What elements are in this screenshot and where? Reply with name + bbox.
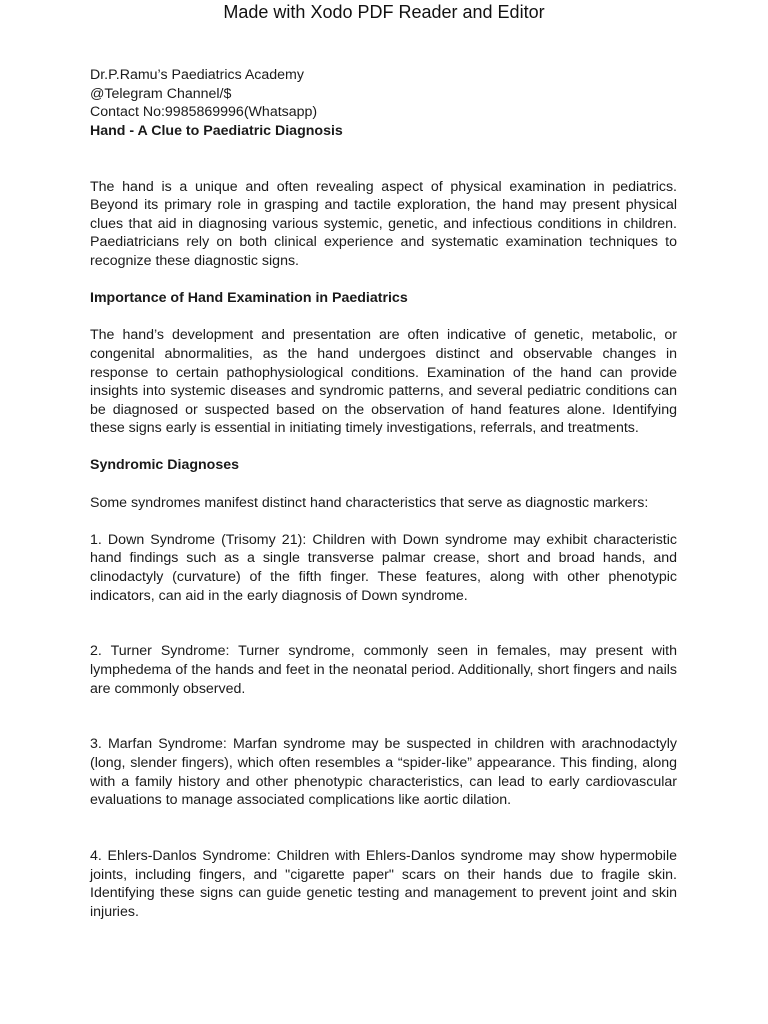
syndrome-item-down: 1. Down Syndrome (Trisomy 21): Children with Down syndrome may exhibit characteristic hand findings such as a single transverse palmar crease, short and broad hands, and clinodactyly (curvature) of the fifth finger. These features, along with other phenotypic indicators, can aid in the early diagnosis of Down syndrome. — [90, 531, 677, 604]
document-page — [90, 66, 677, 921]
syndromic-lead: Some syndromes manifest distinct hand characteristics that serve as diagnostic markers: — [90, 494, 649, 511]
syndrome-item-ehlers-danlos: 4. Ehlers-Danlos Syndrome: Children with Ehlers-Danlos syndrome may show hypermobile joints, including fingers, and "cigarette paper" scars on their hands due to fragile skin. Identifying these signs can guide genetic testing and management to prevent joint and skin injuries. — [90, 847, 677, 920]
document-title: Hand - A Clue to Paediatric Diagnosis — [90, 122, 343, 139]
syndrome-item-turner: 2. Turner Syndrome: Turner syndrome, commonly seen in females, may present with lymphedema of the hands and feet in the neonatal period. Additionally, short fingers and nails are commonly observed. — [90, 643, 677, 697]
watermark-banner: Made with Xodo PDF Reader and Editor — [223, 2, 545, 22]
syndromic-heading: Syndromic Diagnoses — [90, 457, 240, 474]
telegram-channel: @Telegram Channel/$ — [90, 85, 232, 102]
importance-heading: Importance of Hand Examination in Paediatrics — [90, 290, 408, 307]
syndrome-item-marfan: 3. Marfan Syndrome: Marfan syndrome may be suspected in children with arachnodactyly (long, slender fingers), which often resembles a “spider-like” appearance. This finding, along with a family history and other phenotypic characteristics, can lead to early cardiovascular evaluations to manage associated complications like aortic dilation. — [90, 736, 677, 809]
importance-paragraph: The hand’s development and presentation are often indicative of genetic, metabolic, or congenital abnormalities, as the hand undergoes distinct and observable changes in response to certain pathophysiological conditions. Examination of the hand can provide insights into systemic diseases and syndromic patterns, and several pediatric conditions can be diagnosed or suspected based on the observation of hand features alone. Identifying these signs early is essential in initiating timely investigations, referrals, and treatments. — [90, 327, 677, 437]
academy-name: Dr.P.Ramu’s Paediatrics Academy — [90, 67, 304, 83]
intro-paragraph: The hand is a unique and often revealing aspect of physical examination in pediatrics. Beyond its primary role in grasping and tactile exploration, the hand may present physical clues that aid in diagnosing various systemic, genetic, and infectious conditions in children. Paediatricians rely on both clinical experience and systematic examination techniques to recognize these diagnostic signs. — [90, 178, 677, 269]
contact-number: Contact No:9985869996(Whatsapp) — [90, 104, 318, 121]
